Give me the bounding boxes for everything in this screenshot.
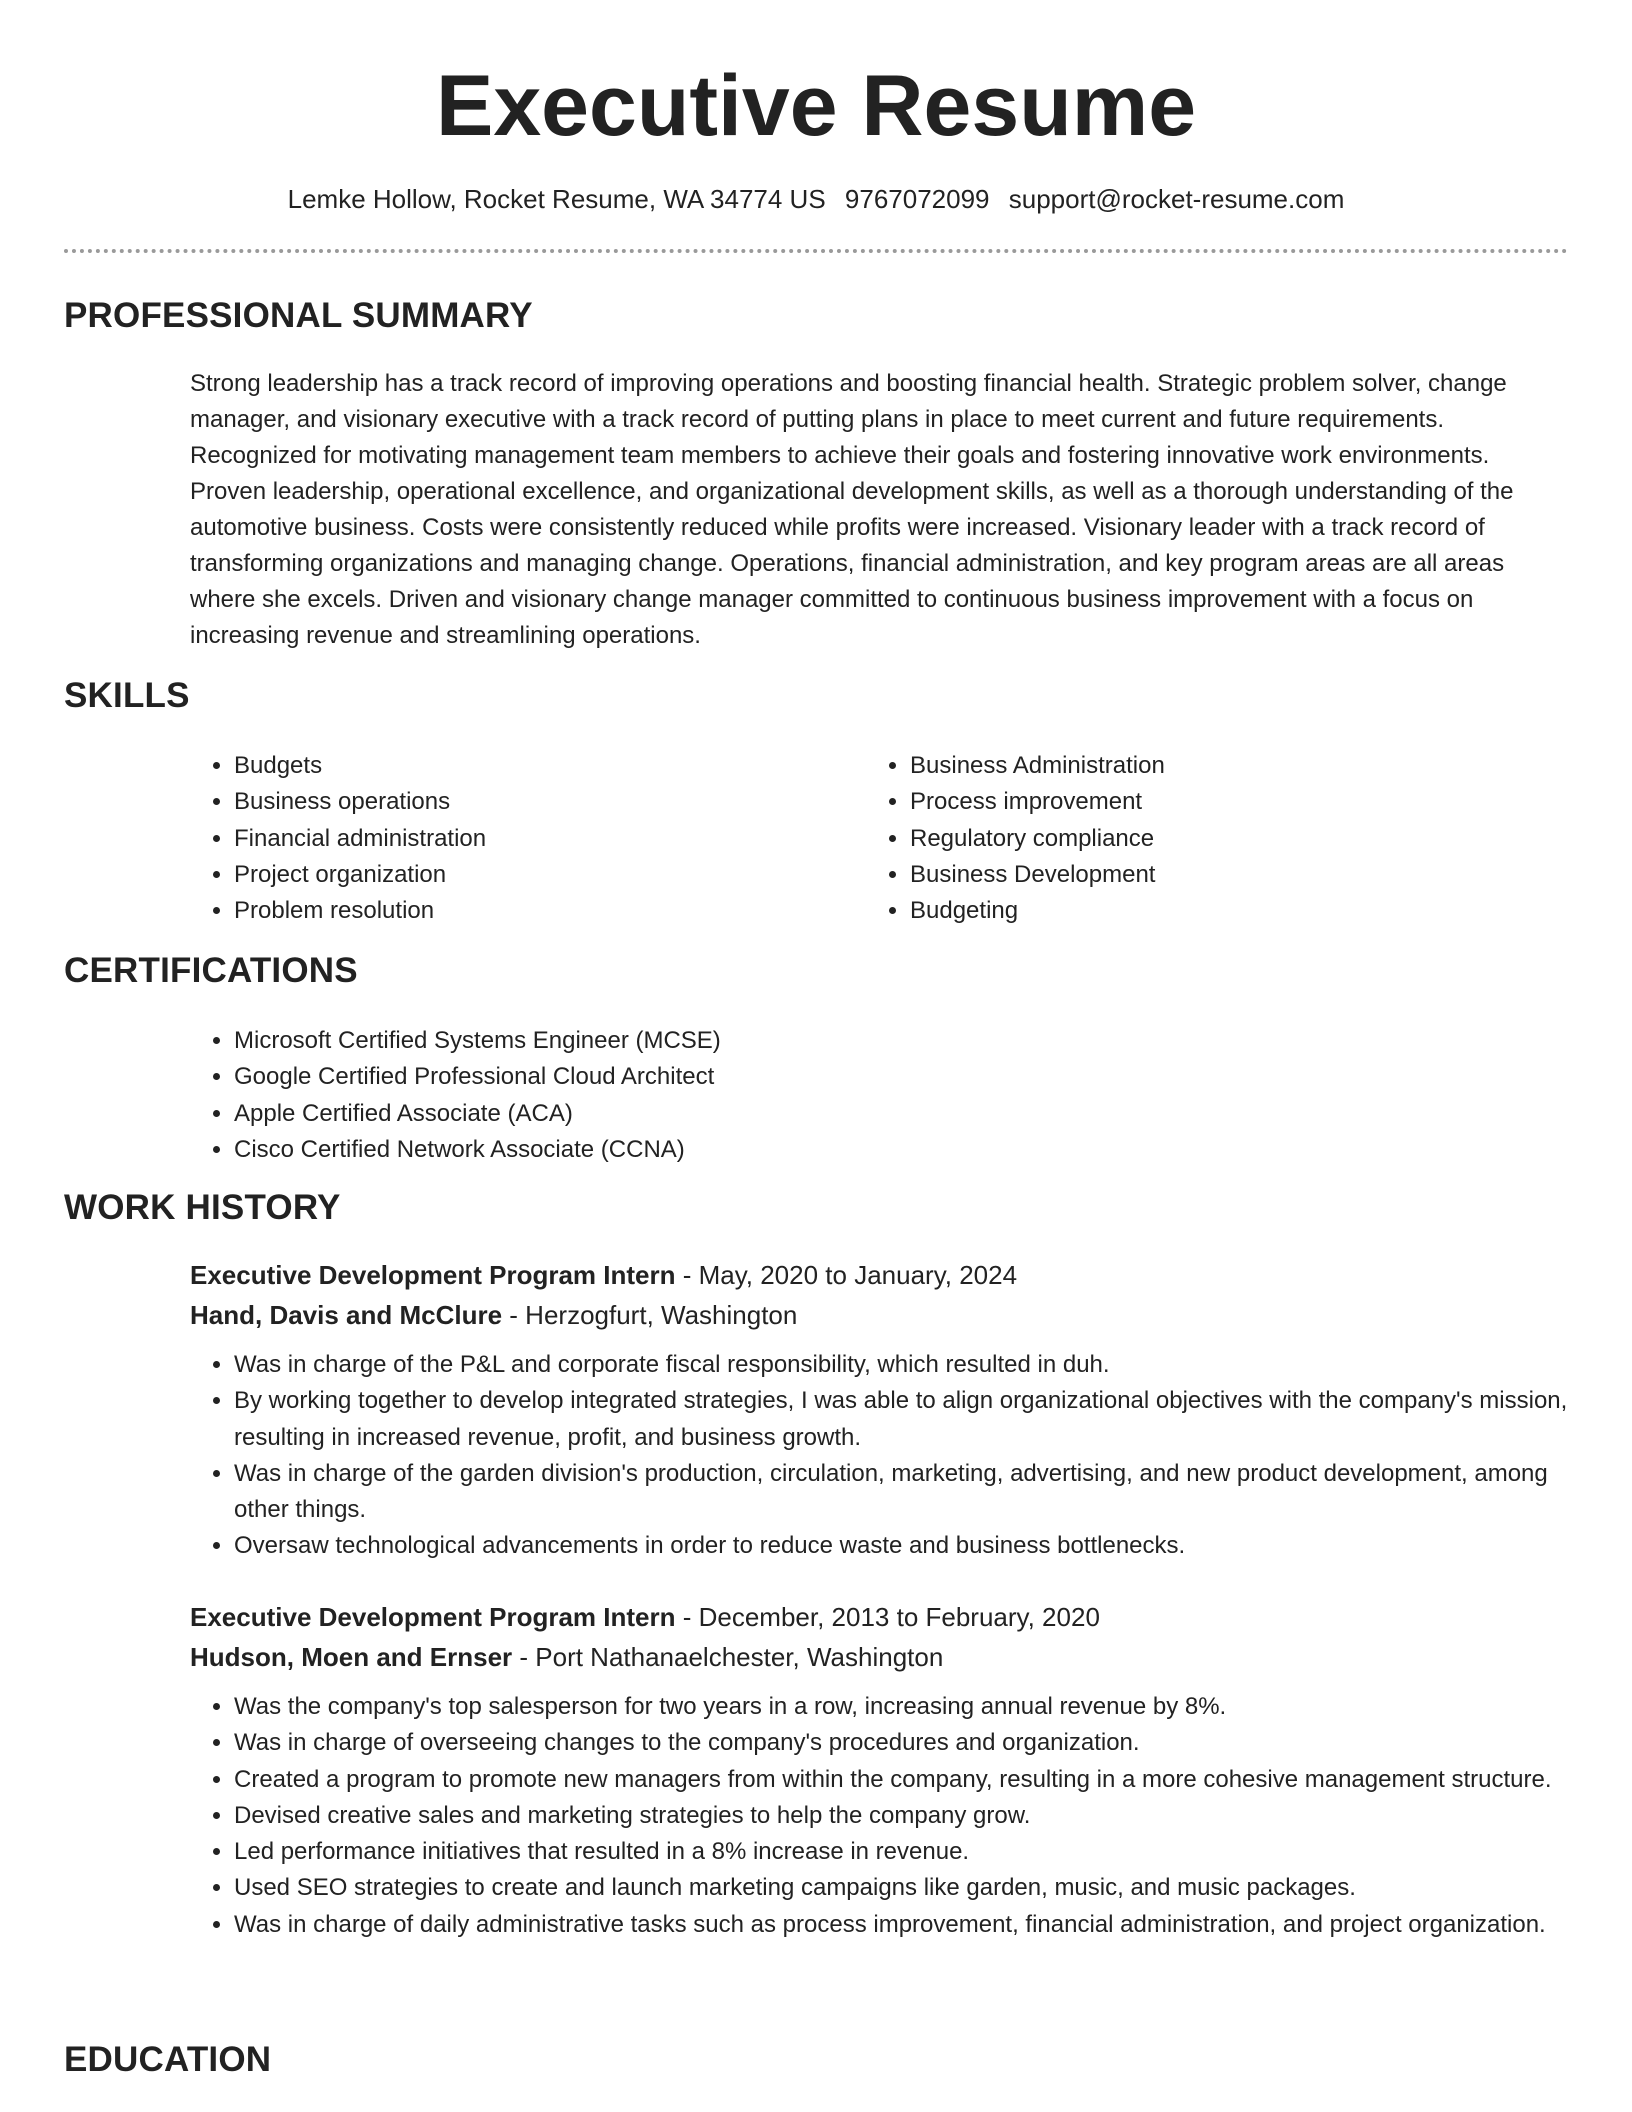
skill-item: • Regulatory compliance [910, 821, 1165, 857]
summary-text: Strong leadership has a track record of improving operations and boosting financial health. Strategic problem solver, change manager, and visionary executive with a track record of putting plans in place to meet current and future requirements. Recognized for motivating management team members to achieve their goals and fostering innovative work environments. Proven leadership, operational excellence, and organizational development skills, as well as a thorough understanding of the automotive business. Costs were consistently reduced while profits were increased. Visionary leader with a track record of transforming organizations and managing change. Operations, financial administration, and key program areas are all areas where she excels. Driven and visionary change manager committed to continuous business improvement with a focus on increasing revenue and streamlining operations. [190, 370, 1514, 649]
skill-item: • Budgets [234, 748, 486, 784]
job-bullet: • By working together to develop integrated strategies, I was able to align organizational objectives with the company's mission, resulting in increased revenue, profit, and business growth. [234, 1383, 1568, 1456]
skill-item: • Business operations [234, 784, 486, 820]
skill-item: • Problem resolution [234, 893, 486, 929]
skill-item: • Budgeting [910, 893, 1165, 929]
job-company-line [190, 1637, 1568, 1677]
job-dates: - May, 2020 to January, 2024 [675, 1260, 1018, 1290]
section-title-skills: SKILLS [64, 676, 190, 715]
certification-item: • Apple Certified Associate (ACA) [234, 1096, 721, 1132]
job-role-line [190, 1255, 1568, 1295]
header-divider [64, 249, 1568, 253]
job-role: Executive Development Program Intern [190, 1260, 676, 1290]
job-bullet: • Led performance initiatives that resulted in a 8% increase in revenue. [234, 1834, 1568, 1870]
certification-item: • Google Certified Professional Cloud Architect [234, 1059, 721, 1095]
section-title-summary: PROFESSIONAL SUMMARY [64, 296, 533, 335]
contact-phone: 9767072099 [844, 184, 990, 214]
job-bullet: • Used SEO strategies to create and launch marketing campaigns like garden, music, and music packages. [234, 1870, 1568, 1906]
section-title-certifications: CERTIFICATIONS [64, 951, 358, 990]
skill-item: • Project organization [234, 857, 486, 893]
job-bullet: • Devised creative sales and marketing strategies to help the company grow. [234, 1798, 1568, 1834]
skill-item: • Business Administration [910, 748, 1165, 784]
skills-left-column [190, 748, 486, 929]
job-location: - Herzogfurt, Washington [502, 1300, 798, 1330]
job-bullet: • Was the company's top salesperson for two years in a row, increasing annual revenue by 8%. [234, 1689, 1568, 1725]
contact-email[interactable]: support@rocket-resume.com [1008, 184, 1345, 214]
skills-right-column [866, 748, 1165, 929]
resume-title: Executive Resume [435, 58, 1197, 154]
job-entry [190, 1597, 1568, 1943]
section-title-education: EDUCATION [64, 2040, 272, 2079]
certifications-list [190, 1023, 721, 1168]
contact-line [64, 100, 1568, 216]
section-title-work-history: WORK HISTORY [64, 1188, 341, 1227]
certification-item: • Microsoft Certified Systems Engineer (MCSE) [234, 1023, 721, 1059]
job-dates: - December, 2013 to February, 2020 [675, 1602, 1100, 1632]
job-company: Hand, Davis and McClure [190, 1300, 503, 1330]
job-role-line [190, 1597, 1568, 1637]
job-bullet: • Was in charge of daily administrative tasks such as process improvement, financial administration, and project organization. [234, 1907, 1568, 1943]
job-company: Hudson, Moen and Ernser [190, 1642, 513, 1672]
job-company-line [190, 1295, 1568, 1335]
job-bullet: • Created a program to promote new managers from within the company, resulting in a more cohesive management structure. [234, 1762, 1568, 1798]
job-location: - Port Nathanaelchester, Washington [512, 1642, 944, 1672]
job-bullet: • Was in charge of the garden division's production, circulation, marketing, advertising, and new product development, among other things. [234, 1456, 1568, 1529]
contact-address: Lemke Hollow, Rocket Resume, WA 34774 US [287, 184, 826, 214]
job-role: Executive Development Program Intern [190, 1602, 676, 1632]
certification-item: • Cisco Certified Network Associate (CCNA) [234, 1132, 721, 1168]
job-bullet: • Was in charge of the P&L and corporate fiscal responsibility, which resulted in duh. [234, 1347, 1568, 1383]
job-bullet: • Oversaw technological advancements in order to reduce waste and business bottlenecks. [234, 1528, 1568, 1564]
job-entry [190, 1255, 1568, 1565]
skill-item: • Process improvement [910, 784, 1165, 820]
job-bullet: • Was in charge of overseeing changes to the company's procedures and organization. [234, 1725, 1568, 1761]
skill-item: • Business Development [910, 857, 1165, 893]
skill-item: • Financial administration [234, 821, 486, 857]
